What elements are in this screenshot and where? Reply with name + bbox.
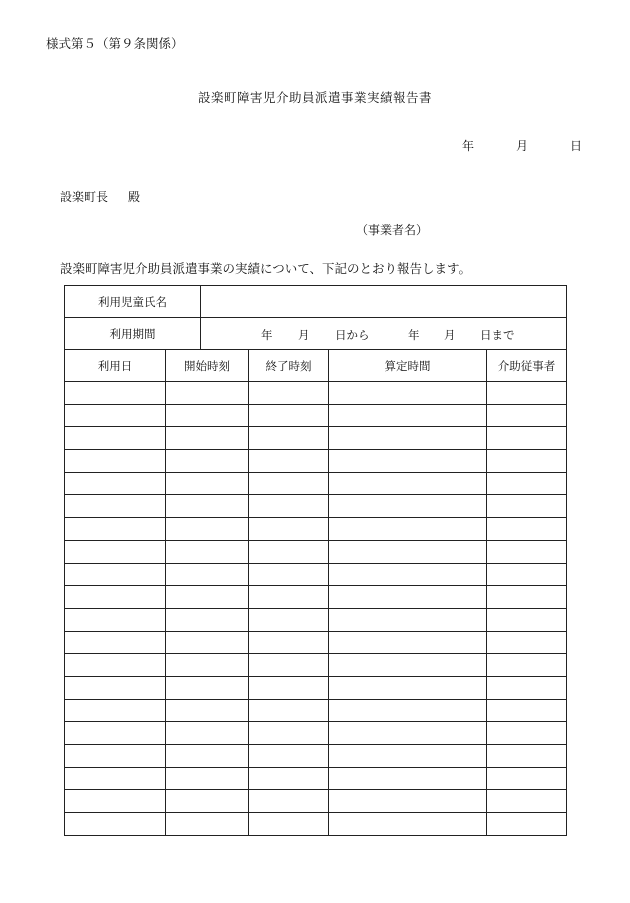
end-time-cell[interactable] bbox=[249, 654, 329, 677]
table-row bbox=[65, 745, 567, 768]
start-time-cell[interactable] bbox=[166, 699, 249, 722]
start-time-cell[interactable] bbox=[166, 472, 249, 495]
use-date-cell[interactable] bbox=[65, 450, 166, 473]
use-date-cell[interactable] bbox=[65, 382, 166, 405]
assistant-cell[interactable] bbox=[487, 518, 567, 541]
table-row bbox=[65, 654, 567, 677]
start-time-cell[interactable] bbox=[166, 586, 249, 609]
use-date-cell[interactable] bbox=[65, 518, 166, 541]
table-row bbox=[65, 699, 567, 722]
end-time-cell[interactable] bbox=[249, 382, 329, 405]
table-row bbox=[65, 631, 567, 654]
end-time-cell[interactable] bbox=[249, 722, 329, 745]
assistant-cell[interactable] bbox=[487, 382, 567, 405]
calculated-hours-cell[interactable] bbox=[329, 676, 487, 699]
calculated-hours-cell[interactable] bbox=[329, 404, 487, 427]
table-row bbox=[65, 722, 567, 745]
col-header-start-time: 開始時刻 bbox=[166, 350, 249, 382]
document-title: 設楽町障害児介助員派遣事業実績報告書 bbox=[197, 90, 432, 105]
use-date-cell[interactable] bbox=[65, 608, 166, 631]
intro-statement: 設楽町障害児介助員派遣事業の実績について、下記のとおり報告します。 bbox=[60, 261, 472, 276]
table-row bbox=[65, 767, 567, 790]
assistant-cell[interactable] bbox=[487, 404, 567, 427]
assistant-cell[interactable] bbox=[487, 450, 567, 473]
end-time-cell[interactable] bbox=[249, 495, 329, 518]
start-time-cell[interactable] bbox=[166, 790, 249, 813]
use-date-cell[interactable] bbox=[65, 631, 166, 654]
use-date-cell[interactable] bbox=[65, 745, 166, 768]
table-row bbox=[65, 382, 567, 405]
assistant-cell[interactable] bbox=[487, 540, 567, 563]
child-name-label: 利用児童氏名 bbox=[65, 286, 201, 318]
calculated-hours-cell[interactable] bbox=[329, 745, 487, 768]
period-label: 利用期間 bbox=[65, 318, 201, 350]
use-date-cell[interactable] bbox=[65, 495, 166, 518]
start-time-cell[interactable] bbox=[166, 563, 249, 586]
end-time-cell[interactable] bbox=[249, 790, 329, 813]
end-time-cell[interactable] bbox=[249, 563, 329, 586]
calculated-hours-cell[interactable] bbox=[329, 631, 487, 654]
calculated-hours-cell[interactable] bbox=[329, 699, 487, 722]
assistant-cell[interactable] bbox=[487, 767, 567, 790]
calculated-hours-cell[interactable] bbox=[329, 540, 487, 563]
use-date-cell[interactable] bbox=[65, 722, 166, 745]
calculated-hours-cell[interactable] bbox=[329, 790, 487, 813]
assistant-cell[interactable] bbox=[487, 745, 567, 768]
use-date-cell[interactable] bbox=[65, 790, 166, 813]
table-row bbox=[65, 563, 567, 586]
assistant-cell[interactable] bbox=[487, 676, 567, 699]
col-header-end-time: 終了時刻 bbox=[249, 350, 329, 382]
use-date-cell[interactable] bbox=[65, 563, 166, 586]
end-time-cell[interactable] bbox=[249, 540, 329, 563]
use-date-cell[interactable] bbox=[65, 654, 166, 677]
calculated-hours-cell[interactable] bbox=[329, 722, 487, 745]
calculated-hours-cell[interactable] bbox=[329, 427, 487, 450]
calculated-hours-cell[interactable] bbox=[329, 563, 487, 586]
use-date-cell[interactable] bbox=[65, 472, 166, 495]
start-time-cell[interactable] bbox=[166, 382, 249, 405]
table-row bbox=[65, 676, 567, 699]
end-time-cell[interactable] bbox=[249, 586, 329, 609]
end-time-cell[interactable] bbox=[249, 472, 329, 495]
calculated-hours-cell[interactable] bbox=[329, 382, 487, 405]
column-header-row bbox=[65, 350, 567, 382]
use-date-cell[interactable] bbox=[65, 676, 166, 699]
end-time-cell[interactable] bbox=[249, 427, 329, 450]
operator-name-label: （事業者名） bbox=[356, 223, 429, 237]
use-date-cell[interactable] bbox=[65, 404, 166, 427]
use-date-cell[interactable] bbox=[65, 540, 166, 563]
start-time-cell[interactable] bbox=[166, 722, 249, 745]
table-row bbox=[65, 518, 567, 541]
period-start-year: 年 bbox=[261, 328, 273, 342]
end-time-cell[interactable] bbox=[249, 699, 329, 722]
start-time-cell[interactable] bbox=[166, 495, 249, 518]
assistant-cell[interactable] bbox=[487, 813, 567, 836]
assistant-cell[interactable] bbox=[487, 427, 567, 450]
calculated-hours-cell[interactable] bbox=[329, 450, 487, 473]
table-row bbox=[65, 586, 567, 609]
period-end-month: 月 bbox=[444, 328, 456, 342]
calculated-hours-cell[interactable] bbox=[329, 608, 487, 631]
calculated-hours-cell[interactable] bbox=[329, 495, 487, 518]
start-time-cell[interactable] bbox=[166, 540, 249, 563]
table-row bbox=[65, 813, 567, 836]
table-row bbox=[65, 472, 567, 495]
assistant-cell[interactable] bbox=[487, 722, 567, 745]
table-row bbox=[65, 608, 567, 631]
period-row bbox=[65, 318, 567, 350]
calculated-hours-cell[interactable] bbox=[329, 472, 487, 495]
assistant-cell[interactable] bbox=[487, 654, 567, 677]
assistant-cell[interactable] bbox=[487, 495, 567, 518]
end-time-cell[interactable] bbox=[249, 518, 329, 541]
addressee-name: 設楽町長 bbox=[60, 190, 109, 204]
col-header-use-date: 利用日 bbox=[65, 350, 166, 382]
table-row bbox=[65, 450, 567, 473]
report-table bbox=[64, 285, 567, 836]
end-time-cell[interactable] bbox=[249, 404, 329, 427]
calculated-hours-cell[interactable] bbox=[329, 813, 487, 836]
date-year-label: 年 bbox=[462, 139, 475, 153]
start-time-cell[interactable] bbox=[166, 404, 249, 427]
end-time-cell[interactable] bbox=[249, 745, 329, 768]
date-month-label: 月 bbox=[516, 139, 529, 153]
calculated-hours-cell[interactable] bbox=[329, 767, 487, 790]
use-date-cell[interactable] bbox=[65, 699, 166, 722]
start-time-cell[interactable] bbox=[166, 427, 249, 450]
assistant-cell[interactable] bbox=[487, 790, 567, 813]
start-time-cell[interactable] bbox=[166, 631, 249, 654]
end-time-cell[interactable] bbox=[249, 450, 329, 473]
col-header-calculated-hours: 算定時間 bbox=[329, 350, 487, 382]
date-day-label: 日 bbox=[570, 139, 583, 153]
child-name-field[interactable] bbox=[201, 286, 567, 318]
child-name-row bbox=[65, 286, 567, 318]
calculated-hours-cell[interactable] bbox=[329, 654, 487, 677]
calculated-hours-cell[interactable] bbox=[329, 518, 487, 541]
assistant-cell[interactable] bbox=[487, 608, 567, 631]
assistant-cell[interactable] bbox=[487, 699, 567, 722]
use-date-cell[interactable] bbox=[65, 427, 166, 450]
period-field[interactable] bbox=[201, 318, 567, 350]
assistant-cell[interactable] bbox=[487, 631, 567, 654]
end-time-cell[interactable] bbox=[249, 608, 329, 631]
use-date-cell[interactable] bbox=[65, 813, 166, 836]
use-date-cell[interactable] bbox=[65, 586, 166, 609]
period-end-year: 年 bbox=[408, 328, 420, 342]
period-start-month: 月 bbox=[298, 328, 310, 342]
end-time-cell[interactable] bbox=[249, 767, 329, 790]
calculated-hours-cell[interactable] bbox=[329, 586, 487, 609]
assistant-cell[interactable] bbox=[487, 586, 567, 609]
end-time-cell[interactable] bbox=[249, 631, 329, 654]
assistant-cell[interactable] bbox=[487, 472, 567, 495]
table-row bbox=[65, 495, 567, 518]
addressee-honorific: 殿 bbox=[128, 190, 141, 204]
form-number: 様式第５（第９条関係） bbox=[46, 36, 184, 51]
assistant-cell[interactable] bbox=[487, 563, 567, 586]
table-row bbox=[65, 404, 567, 427]
period-start-day: 日から bbox=[335, 328, 370, 342]
end-time-cell[interactable] bbox=[249, 676, 329, 699]
start-time-cell[interactable] bbox=[166, 450, 249, 473]
use-date-cell[interactable] bbox=[65, 767, 166, 790]
table-row bbox=[65, 427, 567, 450]
start-time-cell[interactable] bbox=[166, 745, 249, 768]
col-header-assistant: 介助従事者 bbox=[487, 350, 567, 382]
start-time-cell[interactable] bbox=[166, 676, 249, 699]
table-row bbox=[65, 790, 567, 813]
period-end-day: 日まで bbox=[480, 328, 515, 342]
start-time-cell[interactable] bbox=[166, 518, 249, 541]
start-time-cell[interactable] bbox=[166, 767, 249, 790]
start-time-cell[interactable] bbox=[166, 654, 249, 677]
table-row bbox=[65, 540, 567, 563]
start-time-cell[interactable] bbox=[166, 813, 249, 836]
start-time-cell[interactable] bbox=[166, 608, 249, 631]
end-time-cell[interactable] bbox=[249, 813, 329, 836]
